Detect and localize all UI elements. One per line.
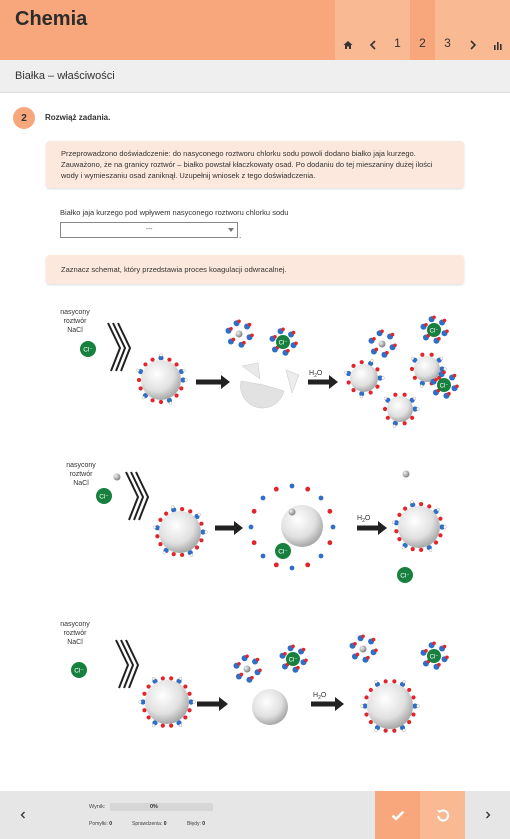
chloride-label: Cl⁻ bbox=[429, 654, 439, 661]
oxygen-atom bbox=[391, 333, 395, 337]
protein-core bbox=[367, 683, 413, 729]
oxygen-atom bbox=[453, 374, 457, 378]
nitrogen-atom bbox=[290, 484, 295, 489]
oxygen-atom bbox=[385, 351, 389, 355]
protein-fragment bbox=[286, 370, 299, 393]
oxygen-atom bbox=[142, 708, 146, 712]
hydrogen-atom bbox=[440, 357, 443, 360]
chloride-label: Cl⁻ bbox=[74, 667, 84, 675]
nitrogen-atom bbox=[319, 496, 324, 501]
hydrogen-atom bbox=[193, 701, 196, 704]
water-label bbox=[357, 515, 371, 524]
hydrogen-atom bbox=[375, 680, 378, 683]
prev-task-button[interactable] bbox=[0, 791, 45, 839]
oxygen-atom bbox=[393, 343, 397, 347]
checks-label: Sprawdzenia: bbox=[132, 821, 163, 827]
water-label bbox=[313, 692, 327, 701]
score-label: Wynik: bbox=[89, 804, 106, 810]
reaction-arrow bbox=[197, 697, 228, 711]
errors-value: 0 bbox=[202, 821, 206, 827]
sodium-ion bbox=[379, 341, 386, 348]
oxygen-atom bbox=[169, 724, 173, 728]
next-page-button[interactable] bbox=[460, 0, 485, 60]
oxygen-atom bbox=[179, 386, 183, 390]
protein-particle bbox=[139, 676, 196, 727]
oxygen-atom bbox=[375, 348, 379, 352]
oxygen-atom bbox=[372, 638, 376, 642]
oxygen-atom bbox=[364, 712, 368, 716]
oxygen-atom bbox=[437, 337, 441, 341]
hydrated-ion bbox=[233, 654, 261, 682]
instruction-text: Zaznacz schemat, który przedstawia proces koagulacji odwracalnej. bbox=[61, 265, 287, 274]
protein-core bbox=[398, 506, 440, 548]
oxygen-atom bbox=[437, 663, 441, 667]
hydrogen-atom bbox=[142, 396, 145, 399]
oxygen-atom bbox=[273, 335, 277, 339]
check-button[interactable] bbox=[375, 791, 420, 839]
protein-particle bbox=[344, 359, 384, 398]
reset-button[interactable] bbox=[420, 791, 465, 839]
oxygen-atom bbox=[403, 421, 407, 425]
oxygen-atom bbox=[304, 658, 308, 662]
oxygen-atom bbox=[252, 540, 257, 545]
oxygen-atom bbox=[292, 331, 296, 335]
oxygen-atom bbox=[411, 712, 415, 716]
oxygen-atom bbox=[250, 676, 254, 680]
oxygen-atom bbox=[432, 641, 436, 645]
hydrogen-atom bbox=[410, 501, 413, 504]
hydrogen-atom bbox=[361, 705, 364, 708]
nitrogen-atom bbox=[249, 525, 254, 530]
oxygen-atom bbox=[403, 393, 407, 397]
nitrogen-atom bbox=[261, 554, 266, 559]
solution-label-line3: NaCl bbox=[67, 327, 83, 334]
oxygen-atom bbox=[283, 652, 287, 656]
hydrogen-atom bbox=[190, 554, 193, 557]
oxygen-atom bbox=[364, 695, 368, 699]
task-title: Rozwiąż zadania. bbox=[45, 113, 111, 122]
chevron-right-icon bbox=[485, 811, 491, 819]
chloride-label: Cl⁻ bbox=[439, 383, 449, 390]
hydrated-ion bbox=[269, 327, 297, 355]
oxygen-atom bbox=[274, 562, 279, 567]
hydrogen-atom bbox=[417, 408, 420, 411]
chloride-label: Cl⁻ bbox=[288, 657, 298, 664]
oxygen-atom bbox=[167, 358, 171, 362]
chloride-label: Cl⁻ bbox=[429, 328, 439, 335]
oxygen-atom bbox=[291, 644, 295, 648]
intro-text: Przeprowadzono doświadczenie: do nasyconego roztworu chlorku sodu powoli dodano białko jaja kurzego. Zauważono, że na granicy roztwór – białko powstał kłaczkowaty osad. Po dodaniu do tej mieszaniny dużej ilości wody i wymieszaniu osad zaniknął. Uzupełnij wniosek z tego doświadczenia. bbox=[61, 149, 433, 180]
oxygen-atom bbox=[159, 400, 163, 404]
checks-stat bbox=[132, 821, 166, 827]
hydrogen-atom bbox=[169, 402, 172, 405]
oxygen-atom bbox=[252, 509, 257, 514]
oxygen-atom bbox=[187, 692, 191, 696]
oxygen-atom bbox=[286, 349, 290, 353]
hydrogen-atom bbox=[370, 359, 373, 362]
protein-fragment bbox=[240, 381, 284, 408]
hydrogen-atom bbox=[411, 357, 414, 360]
oxygen-atom bbox=[356, 653, 360, 657]
hydrogen-atom bbox=[153, 526, 156, 529]
score-value: 0% bbox=[150, 804, 158, 810]
hydrogen-atom bbox=[402, 546, 405, 549]
oxygen-atom bbox=[384, 729, 388, 733]
water-o: O bbox=[364, 515, 371, 522]
hydrated-ion bbox=[349, 634, 377, 662]
reaction-arrow bbox=[308, 375, 338, 389]
select-suffix: . bbox=[239, 231, 242, 240]
oxygen-atom bbox=[447, 392, 451, 396]
hydrated-ion bbox=[368, 329, 396, 357]
solution-label-line3: NaCl bbox=[67, 639, 83, 646]
oxygen-atom bbox=[240, 673, 244, 677]
oxygen-atom bbox=[327, 509, 332, 514]
oxygen-atom bbox=[443, 645, 447, 649]
oxygen-atom bbox=[384, 679, 388, 683]
oxygen-atom bbox=[427, 504, 431, 508]
oxygen-atom bbox=[438, 533, 442, 537]
hydrogen-atom bbox=[183, 369, 186, 372]
hydrogen-atom bbox=[163, 551, 166, 554]
oxygen-atom bbox=[430, 353, 434, 357]
home-icon bbox=[343, 40, 353, 50]
chloride-label: Cl⁻ bbox=[400, 572, 410, 580]
water-h: H bbox=[309, 370, 315, 377]
errors-label: Błędy: bbox=[187, 821, 201, 827]
hydrogen-atom bbox=[382, 377, 385, 380]
scheme-option-2[interactable] bbox=[46, 448, 464, 598]
sodium-ion bbox=[289, 509, 296, 516]
nitrogen-atom bbox=[331, 525, 336, 530]
checks-value: 0 bbox=[163, 821, 167, 827]
conclusion-select[interactable] bbox=[60, 222, 238, 238]
hydrated-ion bbox=[420, 641, 448, 669]
water-o: O bbox=[316, 370, 323, 377]
nitrogen-atom bbox=[261, 496, 266, 501]
hydrogen-atom bbox=[403, 729, 406, 732]
hydrogen-atom bbox=[137, 369, 140, 372]
solution-label-line1: nasycony bbox=[66, 462, 96, 469]
hydrogen-atom bbox=[171, 506, 174, 509]
oxygen-atom bbox=[142, 692, 146, 696]
hydrogen-atom bbox=[139, 701, 142, 704]
oxygen-atom bbox=[161, 724, 165, 728]
hydrogen-atom bbox=[185, 379, 188, 382]
home-button[interactable] bbox=[335, 0, 360, 60]
oxygen-atom bbox=[327, 540, 332, 545]
oxygen-atom bbox=[432, 315, 436, 319]
oxygen-atom bbox=[180, 553, 184, 557]
app-header bbox=[0, 0, 510, 60]
oxygen-atom bbox=[169, 676, 173, 680]
oxygen-atom bbox=[150, 398, 154, 402]
chloride-label: Cl⁻ bbox=[99, 493, 109, 501]
hydrogen-atom bbox=[205, 531, 208, 534]
hydrogen-atom bbox=[392, 521, 395, 524]
protein-core bbox=[350, 364, 378, 392]
oxygen-atom bbox=[305, 487, 310, 492]
reaction-arrow bbox=[311, 697, 344, 711]
hydrogen-atom bbox=[360, 395, 363, 398]
protein-core bbox=[281, 505, 323, 547]
page-3-button[interactable]: 3 bbox=[435, 0, 460, 60]
app-title: Chemia bbox=[15, 8, 88, 30]
oxygen-atom bbox=[294, 341, 298, 345]
protein-core bbox=[387, 396, 413, 422]
solution-label-line3: NaCl bbox=[73, 480, 89, 487]
oxygen-atom bbox=[242, 341, 246, 345]
hydrogen-atom bbox=[344, 371, 347, 374]
solution-label-line1: nasycony bbox=[60, 621, 90, 628]
oxygen-atom bbox=[274, 487, 279, 492]
oxygen-atom bbox=[199, 522, 203, 526]
oxygen-atom bbox=[161, 676, 165, 680]
oxygen-atom bbox=[434, 378, 438, 382]
oxygen-atom bbox=[411, 547, 415, 551]
oxygen-atom bbox=[187, 708, 191, 712]
water-sub: 2 bbox=[318, 695, 321, 701]
check-icon bbox=[391, 810, 405, 821]
scheme-option-3[interactable] bbox=[46, 603, 464, 753]
oxygen-atom bbox=[445, 329, 449, 333]
sodium-ion bbox=[403, 471, 410, 478]
water-h: H bbox=[313, 692, 319, 699]
oxygen-atom bbox=[374, 648, 378, 652]
sodium-ion bbox=[236, 331, 243, 338]
oxygen-atom bbox=[347, 380, 351, 384]
protein-core bbox=[252, 689, 288, 725]
score-progress-bar bbox=[110, 803, 213, 811]
oxygen-atom bbox=[256, 658, 260, 662]
hydrogen-atom bbox=[375, 729, 378, 732]
hydrogen-atom bbox=[413, 397, 416, 400]
mistakes-stat bbox=[89, 821, 112, 827]
oxygen-atom bbox=[419, 502, 423, 506]
chevron-right-icon bbox=[469, 40, 477, 50]
hydrogen-atom bbox=[437, 508, 440, 511]
breadcrumb: Białka – właściwości bbox=[15, 70, 115, 82]
oxygen-atom bbox=[237, 662, 241, 666]
chloride-label: Cl⁻ bbox=[278, 340, 288, 347]
task-number-badge: 2 bbox=[13, 107, 35, 129]
oxygen-atom bbox=[360, 360, 364, 364]
oxygen-atom bbox=[302, 648, 306, 652]
hydrogen-atom bbox=[417, 705, 420, 708]
oxygen-atom bbox=[353, 642, 357, 646]
water-sub: 2 bbox=[314, 373, 317, 379]
oxygen-atom bbox=[410, 367, 414, 371]
water-sub: 2 bbox=[362, 518, 365, 524]
hydrogen-atom bbox=[152, 677, 155, 680]
oxygen-atom bbox=[229, 327, 233, 331]
oxygen-atom bbox=[296, 666, 300, 670]
hydrogen-atom bbox=[403, 680, 406, 683]
page-2-button[interactable]: 2 bbox=[410, 0, 435, 60]
footer-bar bbox=[0, 791, 510, 839]
chevron-left-icon bbox=[369, 40, 377, 50]
oxygen-atom bbox=[411, 695, 415, 699]
oxygen-atom bbox=[305, 562, 310, 567]
protein-core bbox=[159, 511, 201, 553]
oxygen-atom bbox=[424, 323, 428, 327]
hydrogen-atom bbox=[198, 513, 201, 516]
chevron-down-icon bbox=[228, 228, 234, 232]
question-label: Białko jaja kurzego pod wpływem nasyconego roztworu chlorku sodu bbox=[60, 208, 289, 217]
hydrogen-atom bbox=[444, 526, 447, 529]
oxygen-atom bbox=[393, 393, 397, 397]
oxygen-atom bbox=[237, 319, 241, 323]
errors-stat bbox=[187, 821, 205, 827]
oxygen-atom bbox=[383, 407, 387, 411]
hydrogen-atom bbox=[160, 354, 163, 357]
mistakes-value: 0 bbox=[109, 821, 113, 827]
reaction-arrow bbox=[196, 375, 230, 389]
oxygen-atom bbox=[369, 390, 373, 394]
hydrogen-atom bbox=[179, 724, 182, 727]
oxygen-atom bbox=[188, 509, 192, 513]
protein-particle bbox=[137, 354, 188, 405]
oxygen-atom bbox=[392, 729, 396, 733]
oxygen-atom bbox=[392, 679, 396, 683]
oxygen-atom bbox=[172, 552, 176, 556]
oxygen-atom bbox=[281, 327, 285, 331]
breadcrumb-bar bbox=[0, 60, 510, 93]
page-1-button[interactable]: 1 bbox=[385, 0, 410, 60]
hydrogen-atom bbox=[393, 425, 396, 428]
sodium-ion bbox=[360, 646, 367, 653]
nitrogen-atom bbox=[290, 566, 295, 571]
oxygen-atom bbox=[180, 507, 184, 511]
hydrated-ion bbox=[279, 644, 307, 672]
oxygen-atom bbox=[438, 517, 442, 521]
oxygen-atom bbox=[258, 668, 262, 672]
next-task-button[interactable] bbox=[465, 791, 510, 839]
oxygen-atom bbox=[139, 386, 143, 390]
oxygen-atom bbox=[445, 655, 449, 659]
reset-icon bbox=[436, 808, 450, 822]
oxygen-atom bbox=[443, 319, 447, 323]
hydrogen-atom bbox=[444, 368, 447, 371]
reaction-arrow bbox=[215, 521, 243, 535]
hydrogen-atom bbox=[384, 397, 387, 400]
page-navigation bbox=[335, 0, 510, 60]
protein-core bbox=[145, 680, 189, 724]
scheme-option-1[interactable] bbox=[46, 293, 464, 443]
oxygen-atom bbox=[150, 358, 154, 362]
protein-core bbox=[141, 360, 181, 400]
solution-label-line2: roztwór bbox=[63, 630, 87, 637]
water-h: H bbox=[357, 515, 363, 522]
hydrated-ion bbox=[225, 319, 253, 347]
chevron-left-icon bbox=[20, 811, 26, 819]
select-value: --- bbox=[145, 226, 153, 233]
hydrogen-atom bbox=[420, 385, 423, 388]
chloride-label: Cl⁻ bbox=[278, 548, 288, 556]
stats-button[interactable] bbox=[485, 0, 510, 60]
oxygen-atom bbox=[245, 654, 249, 658]
protein-particle bbox=[383, 393, 420, 428]
oxygen-atom bbox=[248, 323, 252, 327]
chloride-label: Cl⁻ bbox=[83, 346, 93, 354]
oxygen-atom bbox=[372, 337, 376, 341]
mistakes-label: Pomyłki: bbox=[89, 821, 108, 827]
oxygen-atom bbox=[232, 338, 236, 342]
bar-chart-icon bbox=[493, 41, 503, 50]
oxygen-atom bbox=[424, 649, 428, 653]
oxygen-atom bbox=[420, 353, 424, 357]
oxygen-atom bbox=[442, 370, 446, 374]
instruction-box bbox=[46, 255, 464, 284]
oxygen-atom bbox=[394, 529, 398, 533]
sodium-ion bbox=[244, 666, 251, 673]
oxygen-atom bbox=[419, 548, 423, 552]
oxygen-atom bbox=[366, 656, 370, 660]
hydrogen-atom bbox=[179, 677, 182, 680]
protein-fragment bbox=[242, 363, 260, 379]
water-label bbox=[309, 370, 323, 379]
hydrogen-atom bbox=[429, 549, 432, 552]
solution-label-line2: roztwór bbox=[63, 318, 87, 325]
solution-label-line2: roztwór bbox=[69, 471, 93, 478]
hydrogen-atom bbox=[152, 724, 155, 727]
oxygen-atom bbox=[250, 333, 254, 337]
oxygen-atom bbox=[137, 378, 141, 382]
nitrogen-atom bbox=[319, 554, 324, 559]
protein-particle bbox=[153, 506, 207, 557]
oxygen-atom bbox=[155, 534, 159, 538]
oxygen-atom bbox=[380, 329, 384, 333]
solution-label-line1: nasycony bbox=[60, 309, 90, 316]
protein-particle bbox=[392, 501, 446, 552]
protein-particle bbox=[361, 679, 420, 732]
oxygen-atom bbox=[199, 538, 203, 542]
sodium-ion bbox=[114, 474, 121, 481]
water-o: O bbox=[320, 692, 327, 699]
oxygen-atom bbox=[361, 634, 365, 638]
prev-page-button[interactable] bbox=[360, 0, 385, 60]
hydrated-ion bbox=[420, 315, 448, 343]
intro-box bbox=[46, 141, 464, 188]
oxygen-atom bbox=[455, 384, 459, 388]
